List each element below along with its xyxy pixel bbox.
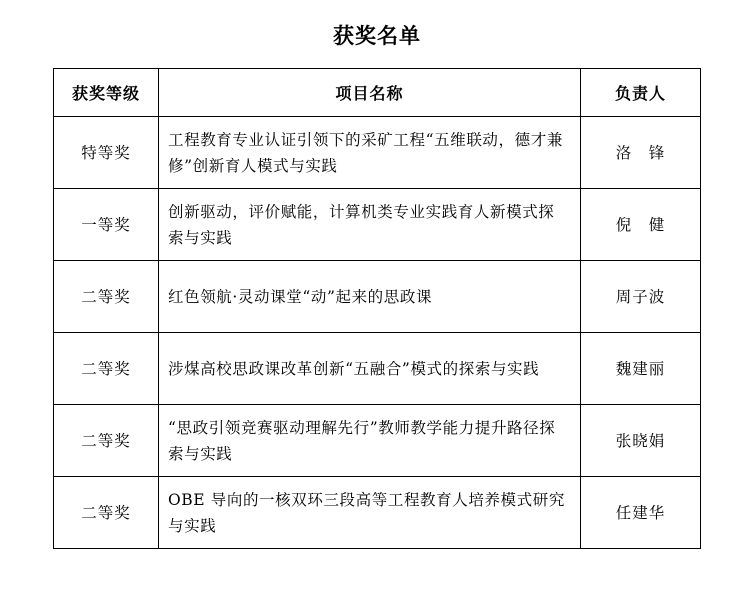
header-award-level: 获奖等级 [54,69,159,117]
table-row [54,261,701,333]
award-level-cell: 二等奖 [54,405,159,477]
person-in-charge-cell: 倪 健 [581,189,701,261]
person-in-charge-cell: 张晓娟 [581,405,701,477]
award-level-cell: 二等奖 [54,477,159,549]
award-level-cell: 特等奖 [54,117,159,189]
project-name-cell: 创新驱动，评价赋能，计算机类专业实践育人新模式探索与实践 [159,189,581,261]
person-in-charge-cell: 魏建丽 [581,333,701,405]
table-row [54,477,701,549]
table-row [54,333,701,405]
project-name-cell: 涉煤高校思政课改革创新“五融合”模式的探索与实践 [159,333,581,405]
person-in-charge-cell: 周子波 [581,261,701,333]
project-name-cell: OBE 导向的一核双环三段高等工程教育人培养模式研究与实践 [159,477,581,549]
awards-table [53,68,701,549]
award-level-cell: 一等奖 [54,189,159,261]
award-level-cell: 二等奖 [54,261,159,333]
person-in-charge-cell: 洛 锋 [581,117,701,189]
table-row [54,189,701,261]
header-project-name: 项目名称 [159,69,581,117]
award-level-cell: 二等奖 [54,333,159,405]
project-name-cell: 红色领航·灵动课堂“动”起来的思政课 [159,261,581,333]
document-title: 获奖名单 [333,24,421,48]
table-row [54,117,701,189]
project-name-cell: “思政引领竞赛驱动理解先行”教师教学能力提升路径探索与实践 [159,405,581,477]
header-person-in-charge: 负责人 [581,69,701,117]
table-header-row [54,69,701,117]
project-name-cell: 工程教育专业认证引领下的采矿工程“五维联动，德才兼修”创新育人模式与实践 [159,117,581,189]
person-in-charge-cell: 任建华 [581,477,701,549]
table-row [54,405,701,477]
